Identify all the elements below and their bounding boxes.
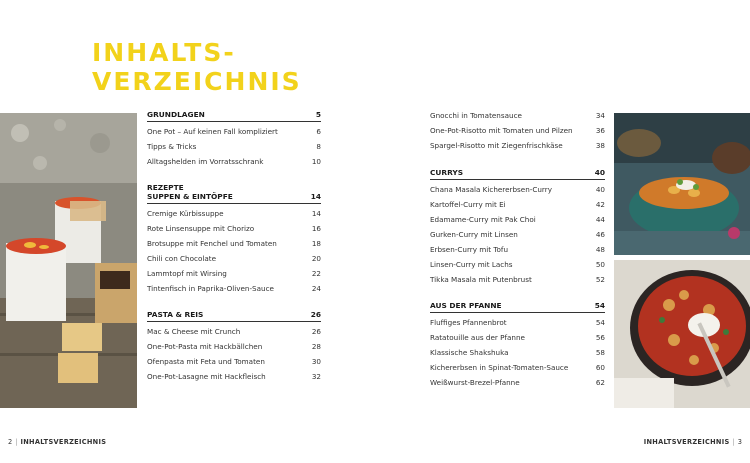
section-heading-label: REZEPTE SUPPEN & EINTÖPFE bbox=[147, 183, 233, 201]
toc-entry-label: Tipps & Tricks bbox=[147, 142, 197, 151]
toc-entry-label: Rote Linsensuppe mit Chorizo bbox=[147, 224, 255, 233]
title-line-1: INHALTS- bbox=[92, 38, 236, 67]
toc-entry bbox=[430, 108, 605, 123]
footer-left-page-number: 2 bbox=[8, 438, 13, 446]
toc-section bbox=[430, 168, 605, 287]
toc-entry-page: 46 bbox=[595, 230, 605, 239]
section-heading-page: 26 bbox=[310, 310, 321, 319]
toc-entry bbox=[147, 206, 321, 221]
toc-entry-page: 24 bbox=[311, 284, 321, 293]
toc-entry-page: 16 bbox=[311, 224, 321, 233]
footer-right-page-number: 3 bbox=[737, 438, 742, 446]
toc-entry-page: 40 bbox=[595, 185, 605, 194]
section-heading-page: 40 bbox=[594, 168, 605, 177]
toc-entry-label: Erbsen-Curry mit Tofu bbox=[430, 245, 509, 254]
toc-entry-page: 50 bbox=[595, 260, 605, 269]
toc-entry-label: One Pot – Auf keinen Fall kompliziert bbox=[147, 127, 278, 136]
section-heading-label: CURRYS bbox=[430, 168, 464, 177]
section-heading-label: AUS DER PFANNE bbox=[430, 301, 502, 310]
toc-entry bbox=[430, 375, 605, 390]
toc-entry-label: Spargel-Risotto mit Ziegenfrischkäse bbox=[430, 141, 563, 150]
toc-entry-page: 28 bbox=[311, 342, 321, 351]
section-heading-page: 54 bbox=[594, 301, 605, 310]
toc-entry bbox=[430, 123, 605, 138]
section-heading bbox=[147, 310, 321, 322]
toc-entry-page: 32 bbox=[311, 372, 321, 381]
toc-entry bbox=[147, 139, 321, 154]
toc-entry-page: 60 bbox=[595, 363, 605, 372]
toc-entry-label: Tintenfisch in Paprika-Oliven-Sauce bbox=[147, 284, 274, 293]
toc-entry bbox=[147, 354, 321, 369]
toc-entry bbox=[430, 182, 605, 197]
toc-entry-page: 48 bbox=[595, 245, 605, 254]
toc-entry bbox=[430, 315, 605, 330]
toc-entry-label: Edamame-Curry mit Pak Choi bbox=[430, 215, 536, 224]
toc-entry-page: 18 bbox=[311, 239, 321, 248]
toc-section bbox=[147, 310, 321, 384]
section-heading bbox=[430, 168, 605, 180]
toc-entry-label: Mac & Cheese mit Crunch bbox=[147, 327, 241, 336]
toc-entry-page: 62 bbox=[595, 378, 605, 387]
toc-entry bbox=[430, 197, 605, 212]
toc-entry-page: 38 bbox=[595, 141, 605, 150]
toc-entry-page: 44 bbox=[595, 215, 605, 224]
footer-right-label: INHALTSVERZEICHNIS bbox=[643, 438, 730, 446]
toc-entry bbox=[147, 124, 321, 139]
section-heading bbox=[430, 301, 605, 313]
toc-entry-label: Chili con Chocolate bbox=[147, 254, 217, 263]
toc-entry-page: 30 bbox=[311, 357, 321, 366]
toc-entry-label: Gnocchi in Tomatensauce bbox=[430, 111, 522, 120]
page-title bbox=[92, 38, 302, 96]
toc-entry bbox=[147, 251, 321, 266]
toc-entry bbox=[430, 242, 605, 257]
toc-entry-page: 58 bbox=[595, 348, 605, 357]
photo-shakshuka-pan bbox=[614, 260, 750, 408]
title-line-2: VERZEICHNIS bbox=[92, 67, 302, 96]
section-heading bbox=[147, 110, 321, 122]
toc-entry-label: Linsen-Curry mit Lachs bbox=[430, 260, 513, 269]
toc-entry-label: Cremige Kürbissuppe bbox=[147, 209, 224, 218]
toc-entry bbox=[430, 138, 605, 153]
section-heading-page: 5 bbox=[315, 110, 321, 119]
toc-entry bbox=[430, 212, 605, 227]
toc-section bbox=[430, 301, 605, 390]
toc-entry-page: 42 bbox=[595, 200, 605, 209]
section-heading-label: GRUNDLAGEN bbox=[147, 110, 205, 119]
section-heading bbox=[147, 183, 321, 204]
toc-entry-label: Fluffiges Pfannenbrot bbox=[430, 318, 507, 327]
toc-entry-label: Alltagshelden im Vorratsschrank bbox=[147, 157, 264, 166]
toc-entry-label: One-Pot-Risotto mit Tomaten und Pilzen bbox=[430, 126, 573, 135]
toc-entry-page: 34 bbox=[595, 111, 605, 120]
toc-entry-label: Weißwurst-Brezel-Pfanne bbox=[430, 378, 520, 387]
toc-entry-label: One-Pot-Lasagne mit Hackfleisch bbox=[147, 372, 266, 381]
toc-entry bbox=[430, 272, 605, 287]
toc-entry-page: 52 bbox=[595, 275, 605, 284]
toc-entry bbox=[147, 266, 321, 281]
toc-entry bbox=[147, 281, 321, 296]
toc-entry bbox=[430, 345, 605, 360]
toc-entry-label: One-Pot-Pasta mit Hackbällchen bbox=[147, 342, 263, 351]
toc-entry-page: 6 bbox=[316, 127, 321, 136]
toc-entry-page: 26 bbox=[311, 327, 321, 336]
toc-section bbox=[147, 110, 321, 169]
toc-entry bbox=[430, 330, 605, 345]
section-heading-label: PASTA & REIS bbox=[147, 310, 204, 319]
toc-section bbox=[147, 183, 321, 296]
toc-entry-page: 10 bbox=[311, 157, 321, 166]
toc-entry bbox=[147, 339, 321, 354]
toc-left-column bbox=[147, 110, 321, 398]
toc-entry-label: Chana Masala Kichererbsen-Curry bbox=[430, 185, 552, 194]
toc-entry-page: 14 bbox=[311, 209, 321, 218]
toc-entry bbox=[147, 369, 321, 384]
footer-left-label: INHALTSVERZEICHNIS bbox=[20, 438, 107, 446]
photo-curry-bowl bbox=[614, 113, 750, 255]
toc-entry-label: Brotsuppe mit Fenchel und Tomaten bbox=[147, 239, 277, 248]
footer-left: 2 | INHALTSVERZEICHNIS bbox=[8, 438, 107, 446]
toc-entry bbox=[147, 154, 321, 169]
photo-soup-mugs bbox=[0, 113, 137, 408]
toc-entry-label: Ratatouille aus der Pfanne bbox=[430, 333, 525, 342]
toc-entry-label: Tikka Masala mit Putenbrust bbox=[430, 275, 532, 284]
toc-right-column bbox=[430, 168, 605, 404]
toc-entry-page: 8 bbox=[316, 142, 321, 151]
toc-entry-page: 56 bbox=[595, 333, 605, 342]
toc-entry-label: Ofenpasta mit Feta und Tomaten bbox=[147, 357, 265, 366]
toc-entry-page: 20 bbox=[311, 254, 321, 263]
footer-right: INHALTSVERZEICHNIS | 3 bbox=[643, 438, 742, 446]
section-heading-page: 14 bbox=[310, 192, 321, 201]
toc-entry-page: 22 bbox=[311, 269, 321, 278]
toc-entry-page: 36 bbox=[595, 126, 605, 135]
toc-entry-label: Gurken-Curry mit Linsen bbox=[430, 230, 518, 239]
toc-entry-label: Lammtopf mit Wirsing bbox=[147, 269, 227, 278]
toc-entry bbox=[430, 227, 605, 242]
toc-entry bbox=[147, 221, 321, 236]
toc-entry-label: Klassische Shakshuka bbox=[430, 348, 509, 357]
toc-entry-page: 54 bbox=[595, 318, 605, 327]
toc-right-continuation bbox=[430, 108, 605, 153]
toc-entry bbox=[430, 360, 605, 375]
toc-entry bbox=[430, 257, 605, 272]
toc-entry-label: Kartoffel-Curry mit Ei bbox=[430, 200, 506, 209]
toc-entry bbox=[147, 324, 321, 339]
toc-entry bbox=[147, 236, 321, 251]
toc-entry-label: Kichererbsen in Spinat-Tomaten-Sauce bbox=[430, 363, 569, 372]
